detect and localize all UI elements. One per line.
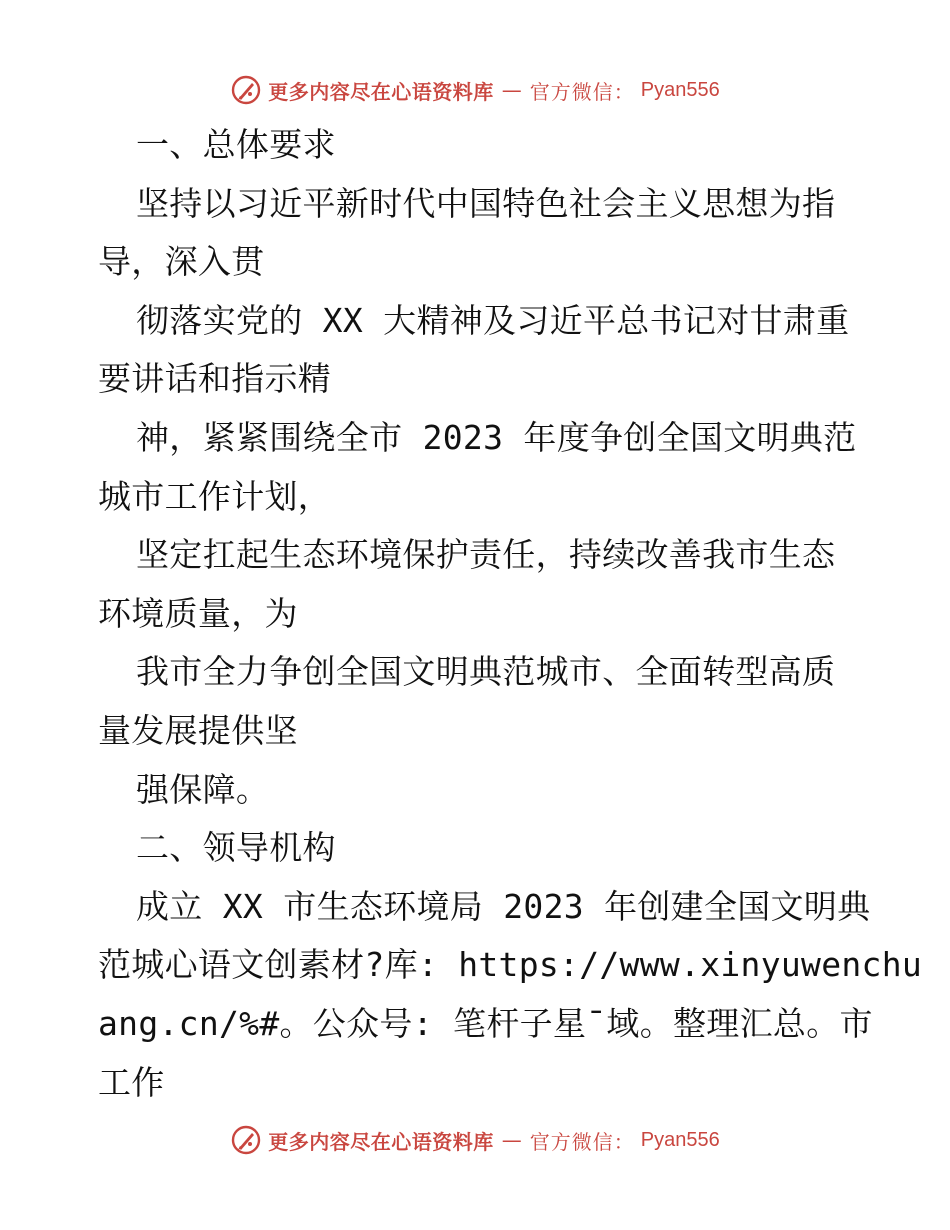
banner-wechat-id: Pyan556: [640, 78, 720, 101]
header-banner[interactable]: [0, 70, 950, 110]
quill-pen-logo-icon: [230, 74, 262, 106]
footer-banner[interactable]: [0, 1120, 950, 1160]
text-line: 二、领导机构: [136, 828, 336, 868]
text-line: 城市工作计划，: [98, 476, 332, 516]
document-body: [98, 116, 923, 1112]
text-line: 强保障。: [136, 769, 270, 809]
text-line: ang.cn/%#。公众号: 笔杆子星¯域。整理汇总。市: [98, 1003, 873, 1043]
text-line: 一、总体要求: [136, 125, 336, 164]
banner-brand-text: 更多内容尽在心语资料库: [268, 1129, 494, 1154]
banner-separator: —: [501, 1128, 522, 1152]
banner-wechat-id: Pyan556: [640, 1128, 720, 1151]
text-line: 要讲话和指示精: [98, 359, 332, 399]
text-line: 坚持以习近平新时代中国特色社会主义思想为指: [136, 183, 836, 223]
banner-wechat-label: 官方微信：: [529, 79, 635, 104]
text-line: 彻落实党的 XX 大精神及习近平总书记对甘肃重: [136, 300, 850, 340]
text-line: 成立 XX 市生态环境局 2023 年创建全国文明典: [136, 886, 871, 926]
text-line: 环境质量，为: [98, 593, 298, 633]
text-line: 坚定扛起生态环境保护责任，持续改善我市生态: [136, 535, 836, 575]
text-line: 量发展提供坚: [98, 710, 298, 750]
text-line: 工作: [98, 1062, 165, 1102]
text-line: 神，紧紧围绕全市 2023 年度争创全国文明典范: [136, 417, 857, 457]
banner-separator: —: [501, 78, 522, 102]
quill-pen-logo-icon: [230, 1124, 262, 1156]
text-line: 范城心语文创素材?库: https://www.xinyuwenchu: [98, 945, 923, 985]
text-line: 导，深入贯: [98, 242, 265, 282]
text-line: 我市全力争创全国文明典范城市、全面转型高质: [136, 652, 836, 692]
banner-wechat-label: 官方微信：: [529, 1129, 635, 1154]
banner-brand-text: 更多内容尽在心语资料库: [268, 79, 494, 104]
